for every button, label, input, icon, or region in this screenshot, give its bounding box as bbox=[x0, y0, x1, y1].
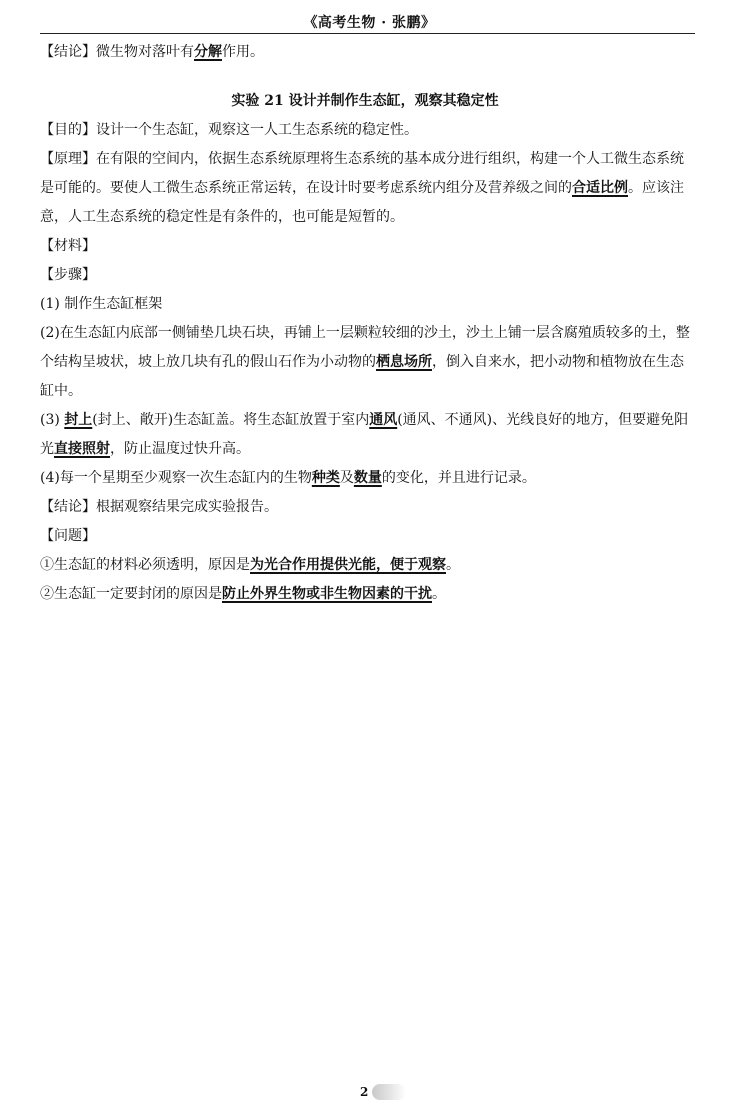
document-body bbox=[40, 38, 690, 609]
text: ，防止温度过快升高。 bbox=[110, 441, 250, 457]
text: 的变化，并且进行记录。 bbox=[381, 470, 536, 486]
text: (4)每一个星期至少观察一次生态缸内的生物 bbox=[40, 470, 312, 486]
steps-label: 【步骤】 bbox=[40, 267, 96, 283]
answer-underlined: 种类 bbox=[311, 470, 340, 486]
page-number: 2 bbox=[360, 1085, 369, 1099]
text: ，倒入自来水，把小动物和植物放在生态缸中。 bbox=[40, 354, 684, 399]
text: (2)在生态缸内底部一侧铺垫几块石块，再铺上一层颗粒较细的沙土，沙土上铺一层含腐殖质较多的土，整个结构呈坡状，坡上放几块有孔的假山石作为小动物的 bbox=[40, 325, 690, 370]
question-2 bbox=[40, 580, 690, 609]
text: 。应该注意，人工生态系统的稳定性是有条件的，也可能是短暂的。 bbox=[40, 180, 684, 225]
text: 【原理】在有限的空间内，依据生态系统原理将生态系统的基本成分进行组织，构建一个人工微生态系统是可能的。要使人工微生态系统正常运转，在设计时要考虑系统内组分及营养级之间的 bbox=[40, 151, 684, 196]
experiment-title: 实验 21 设计并制作生态缸，观察其稳定性 bbox=[231, 93, 499, 109]
answer-underlined: 为光合作用提供光能，便于观察 bbox=[250, 557, 446, 573]
answer-underlined: 直接照射 bbox=[54, 441, 110, 457]
text: (通风、不通风)、光线良好的地方，但要避免阳光 bbox=[40, 412, 689, 457]
purpose: 【目的】设计一个生态缸，观察这一人工生态系统的稳定性。 bbox=[40, 122, 418, 138]
answer-underlined: 数量 bbox=[353, 470, 382, 486]
conclusion: 【结论】根据观察结果完成实验报告。 bbox=[40, 499, 278, 515]
answer-underlined: 合适比例 bbox=[572, 180, 628, 196]
text: (3) bbox=[40, 412, 65, 428]
step-4 bbox=[40, 464, 690, 493]
header-divider bbox=[40, 33, 695, 34]
text: 。 bbox=[446, 557, 460, 573]
top-conclusion bbox=[40, 38, 690, 67]
questions-label: 【问题】 bbox=[40, 528, 96, 544]
scan-smudge bbox=[372, 1084, 406, 1100]
answer-underlined: 封上 bbox=[64, 412, 93, 428]
page-header: 《高考生物 · 张鹏》 bbox=[303, 15, 436, 31]
text: 作用。 bbox=[222, 44, 264, 60]
text: ②生态缸一定要封闭的原因是 bbox=[40, 586, 222, 602]
text: ①生态缸的材料必须透明，原因是 bbox=[40, 557, 250, 573]
answer-underlined: 防止外界生物或非生物因素的干扰 bbox=[222, 586, 432, 602]
step-1: (1) 制作生态缸框架 bbox=[40, 296, 163, 312]
text: 。 bbox=[432, 586, 446, 602]
text: 【结论】微生物对落叶有 bbox=[40, 44, 194, 60]
answer-underlined: 通风 bbox=[369, 412, 398, 428]
principle bbox=[40, 145, 690, 232]
step-2 bbox=[40, 319, 690, 406]
answer-underlined: 分解 bbox=[194, 44, 222, 60]
text: (封上、敞开)生态缸盖。将生态缸放置于室内 bbox=[92, 412, 370, 428]
question-1 bbox=[40, 551, 690, 580]
answer-underlined: 栖息场所 bbox=[376, 354, 432, 370]
text: 及 bbox=[339, 470, 354, 486]
step-3 bbox=[40, 406, 690, 464]
materials-label: 【材料】 bbox=[40, 238, 96, 254]
